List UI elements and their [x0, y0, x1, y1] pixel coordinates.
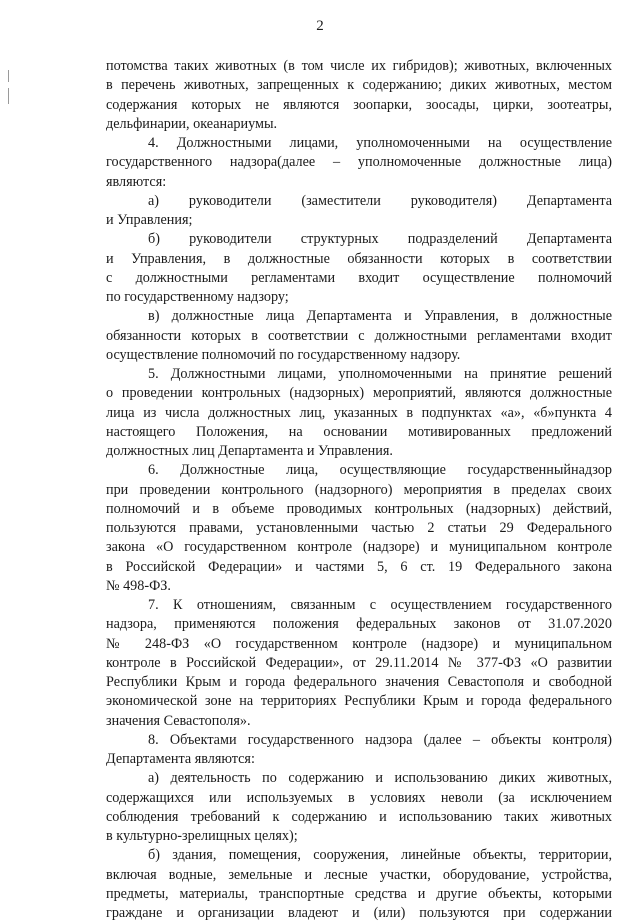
text-line: при проведении контрольного (надзорного) мероприятия в пределах своих	[106, 481, 612, 498]
text-line: а) руководители (заместители руководителя) Департамента	[148, 192, 612, 209]
paragraph	[106, 134, 612, 192]
text-line: пользуются правами, установленными частью 2 статьи 29 Федерального	[106, 520, 612, 536]
text-line: экономической зоне на территориях Республики Крым и города федерального	[106, 693, 612, 710]
paragraph	[106, 192, 612, 231]
text-line: соблюдения требований к содержанию и использованию таких животных	[106, 808, 612, 825]
text-line: в Российской Федерации» и частями 5, 6 ст. 19 Федерального закона	[106, 558, 612, 575]
paragraph	[106, 365, 612, 461]
paragraph	[106, 461, 612, 596]
text-line: 8. Объектами государственного надзора (далее – объекты контроля)	[148, 731, 612, 748]
paragraph	[106, 596, 612, 731]
text-line: б) здания, помещения, сооружения, линейные объекты, территории,	[148, 847, 612, 864]
text-line: содержания которых не являются зоопарки, зоосады, цирки, зоотеатры,	[106, 96, 612, 113]
text-line: полномочий и в объеме проводимых контрольных (надзорных) действий,	[106, 500, 612, 517]
text-line: и Управления, в должностные обязанности которых в соответствии	[106, 250, 612, 267]
text-line: дельфинарии, океанариумы.	[106, 115, 278, 132]
document-body	[106, 57, 612, 923]
text-line: б) руководители структурных подразделений Департамента	[148, 231, 612, 248]
text-line: а) деятельность по содержанию и использованию диких животных,	[148, 770, 612, 787]
text-line: 7. К отношениям, связанным с осуществлением государственного	[148, 597, 612, 613]
text-line: включая водные, земельные и лесные участки, оборудование, устройства,	[106, 866, 612, 883]
scan-margin-mark	[8, 88, 9, 104]
text-line: государственного надзора(далее – уполномоченные должностные лица)	[106, 154, 612, 171]
text-line: надзора, применяются положения федеральных законов от 31.07.2020	[106, 616, 612, 633]
text-line: являются:	[106, 173, 167, 190]
text-line: закона «О государственном контроле (надзоре) и муниципальном контроле	[106, 539, 612, 556]
text-line: в перечень животных, запрещенных к содержанию; диких животных, местом	[106, 77, 612, 94]
paragraph	[106, 731, 612, 770]
scan-margin-mark	[8, 70, 9, 82]
text-line: в культурно-зрелищных целях);	[106, 828, 298, 844]
text-line: по государственному надзору;	[106, 289, 289, 305]
text-line: в) должностные лица Департамента и Управления, в должностные	[148, 308, 612, 325]
text-line: осуществление полномочий по государственному надзору.	[106, 346, 461, 363]
text-line: потомства таких животных (в том числе их гибридов); животных, включенных	[106, 58, 612, 74]
text-line: обязанности которых в соответствии с должностными регламентами входит	[106, 327, 612, 344]
text-line: 4. Должностными лицами, уполномоченными на осуществление	[148, 135, 612, 151]
text-line: значения Севастополя».	[106, 712, 251, 729]
text-line: о проведении контрольных (надзорных) мероприятий, являются должностные	[106, 385, 612, 402]
text-line: настоящего Положения, на основании мотивированных предложений	[106, 423, 612, 440]
text-line: должностных лиц Департамента и Управления.	[106, 443, 393, 459]
text-line: лица из числа должностных лиц, указанных в подпунктах «а», «б»пункта 4	[106, 404, 612, 421]
paragraph	[106, 57, 612, 134]
text-line: содержащихся или используемых в условиях неволи (за исключением	[106, 789, 612, 806]
text-line: № 498-ФЗ.	[106, 577, 171, 594]
paragraph	[106, 230, 612, 307]
text-line: № 248-ФЗ «О государственном контроле (надзоре) и муниципальном	[106, 635, 612, 652]
paragraph	[106, 846, 612, 923]
text-line: Республики Крым и города федерального значения Севастополя и свободной	[106, 674, 612, 690]
text-line: контроле в Российской Федерации», от 29.11.2014 № 377-ФЗ «О развитии	[106, 654, 612, 671]
paragraph	[106, 769, 612, 846]
text-line: Департамента являются:	[106, 751, 255, 767]
page-number: 2	[316, 18, 324, 34]
paragraph	[106, 307, 612, 365]
text-line: и Управления;	[106, 212, 193, 228]
text-line: 6. Должностные лица, осуществляющие государственныйнадзор	[148, 462, 612, 479]
text-line: граждане и организации владеют и (или) пользуются при содержании	[106, 905, 612, 921]
text-line: 5. Должностными лицами, уполномоченными на принятие решений	[148, 366, 612, 382]
text-line: предметы, материалы, транспортные средства и другие объекты, которыми	[106, 885, 612, 902]
text-line: с должностными регламентами входит осуществление полномочий	[106, 269, 612, 286]
